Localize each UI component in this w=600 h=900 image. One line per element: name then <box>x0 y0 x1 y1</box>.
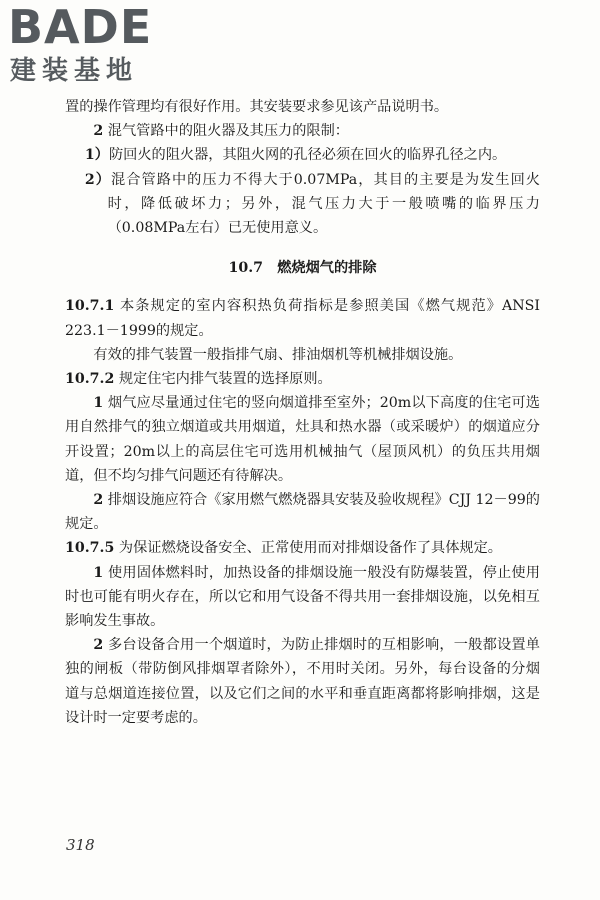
sub-item-text: 防回火的阻火器，其阻火网的孔径必须在回火的临界孔径之内。 <box>108 147 507 164</box>
sub-item-text: 混合管路中的压力不得大于0.07MPa，其目的主要是为发生回火时，降低破坏力；另外，混气压力大于一般喷嘴的临界压力（0.08MPa左右）已无使用意义。 <box>107 171 540 237</box>
logo-sub-text: 建装基地 <box>10 56 139 86</box>
page-number: 318 <box>66 836 95 854</box>
clause-10-7-5-item-1 <box>65 561 540 634</box>
sub-item-2 <box>65 168 540 241</box>
sub-item-1 <box>65 143 540 167</box>
clause-text: 为保证燃烧设备安全、正常使用而对排烟设备作了具体规定。 <box>118 540 502 557</box>
clause-text: 本条规定的室内容积热负荷指标是参照美国《燃气规范》ANSI 223.1－1999的规定。 <box>65 298 540 339</box>
clause-10-7-2-item-2 <box>65 488 540 536</box>
item-text: 排烟设施应符合《家用燃气燃烧器具安装及验收规程》CJJ 12－99的规定。 <box>65 492 540 533</box>
item-text: 多台设备合用一个烟道时，为防止排烟时的互相影响，一般都设置单独的闸板（带防倒风排烟罩者除外），不用时关闭。另外，每台设备的分烟道与总烟道连接位置，以及它们之间的水平和垂直距离都将影响排烟，这是设计时一定要考虑的。 <box>65 637 540 726</box>
clause-10-7-1 <box>65 294 540 342</box>
document-body <box>65 95 540 730</box>
clause-number: 10.7.1 <box>65 298 115 315</box>
section-heading: 10.7 燃烧烟气的排除 <box>228 260 377 277</box>
paragraph-item-2 <box>65 119 540 143</box>
clause-10-7-2-item-1 <box>65 391 540 488</box>
clause-number: 10.7.2 <box>65 371 115 388</box>
item-number: 2 <box>93 123 104 140</box>
sub-item-number: 2） <box>84 171 112 188</box>
item-number: 1 <box>93 564 104 581</box>
clause-text: 规定住宅内排气装置的选择原则。 <box>118 371 332 388</box>
clause-10-7-5-item-2 <box>65 633 540 730</box>
item-text: 混气管路中的阻火器及其压力的限制： <box>107 123 349 140</box>
sub-item-number: 1） <box>84 147 109 164</box>
logo-main-text: BADE <box>8 0 153 54</box>
clause-10-7-2 <box>65 367 540 391</box>
item-text: 烟气应尽量通过住宅的竖向烟道排至室外；20m以下高度的住宅可选用自然排气的独立烟道或共用烟道，灶具和热水器（或采暖炉）的烟道应分开设置；20m以上的高层住宅可选用机械抽气（屋顶风机）的负压共用烟道，但不均匀排气问题还有待解决。 <box>65 395 540 484</box>
clause-10-7-5 <box>65 536 540 560</box>
item-number: 2 <box>93 637 104 654</box>
paragraph-continued: 置的操作管理均有很好作用。其安装要求参见该产品说明书。 <box>65 99 449 115</box>
item-number: 2 <box>93 492 104 509</box>
item-number: 1 <box>93 395 104 412</box>
item-text: 使用固体燃料时，加热设备的排烟设施一般没有防爆装置，停止使用时也可能有明火存在，所以它和用气设备不得共用一套排烟设施，以免相互影响发生事故。 <box>65 564 540 630</box>
logo <box>8 0 178 88</box>
clause-number: 10.7.5 <box>65 540 115 557</box>
clause-10-7-1-note: 有效的排气装置一般指排气扇、排油烟机等机械排烟设施。 <box>93 346 463 363</box>
